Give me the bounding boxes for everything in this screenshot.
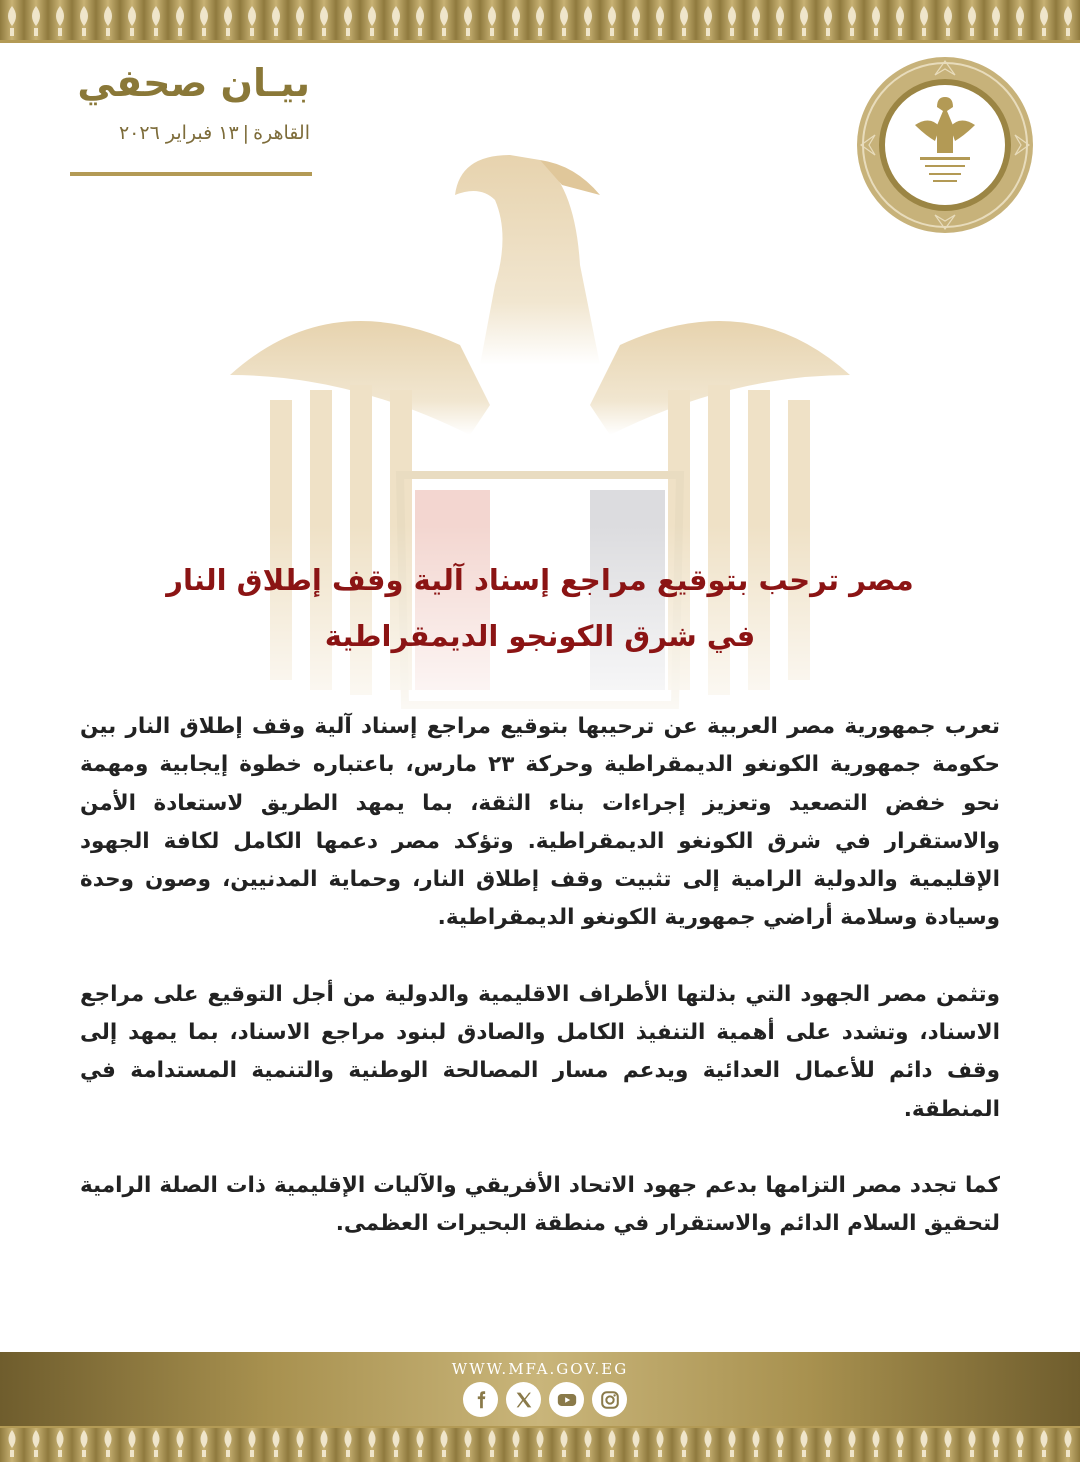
social-links [463, 1382, 633, 1418]
dateline-city: القاهرة [253, 122, 310, 144]
body-paragraph-3: كما تجدد مصر التزامها بدعم جهود الاتحاد الأفريقي والآليات الإقليمية ذات الصلة الرامية لتحقيق السلام الدائم والاستقرار في منطقة البحيرات العظمى. [80, 1172, 1000, 1237]
youtube-icon[interactable] [549, 1382, 584, 1417]
body-paragraph-2: وتثمن مصر الجهود التي بذلتها الأطراف الاقليمية والدولية من أجل التوقيع على مراجع الاسناد، وتشدد على أهمية التنفيذ الكامل والصادق لبنود مراجع الاسناد، بما يمهد إلى وقف دائم للأعمال العدائية ويدعم مسار المصالحة الوطنية والتنمية المستدامة في المنطقة. [80, 981, 1000, 1122]
top-ornament-border [0, 0, 1080, 48]
x-icon[interactable] [506, 1382, 541, 1417]
dateline-date: ١٣ فبراير ٢٠٢٦ [118, 122, 239, 144]
press-release-title [100, 552, 980, 664]
facebook-icon[interactable] [463, 1382, 498, 1417]
document-type-title: بيـان صحفي [77, 61, 310, 105]
footer-band [0, 1352, 1080, 1428]
title-line-2: في شرق الكونجو الديمقراطية [324, 619, 756, 653]
bottom-ornament-border [0, 1426, 1080, 1462]
title-line-1: مصر ترحب بتوقيع مراجع إسناد آلية وقف إطلاق النار [166, 563, 914, 597]
dateline-separator: | [242, 122, 250, 144]
body-paragraph-1: تعرب جمهورية مصر العربية عن ترحيبها بتوقيع مراجع إسناد آلية وقف إطلاق النار بين حكومة جمهورية الكونغو الديمقراطية وحركة ٢٣ مارس، باعتباره خطوة إيجابية ومهمة نحو خفض التصعيد وتعزيز إجراءات بناء الثقة، بما يمهد الطريق لاستعادة الأمن والاستقرار في شرق الكونغو الديمقراطية. وتؤكد مصر دعمها الكامل لكافة الجهود الإقليمية والدولية الرامية إلى تثبيت وقف إطلاق النار، وحماية المدنيين، وصون وحدة وسيادة وسلامة أراضي جمهورية الكونغو الديمقراطية. [80, 714, 1000, 931]
header-divider [70, 172, 312, 176]
ministry-seal-logo [855, 55, 1035, 235]
press-release-header [70, 55, 310, 147]
press-release-body [80, 708, 1000, 1244]
dateline [70, 119, 310, 147]
instagram-icon[interactable] [592, 1382, 627, 1417]
website-link[interactable]: WWW.MFA.GOV.EG [451, 1360, 629, 1378]
